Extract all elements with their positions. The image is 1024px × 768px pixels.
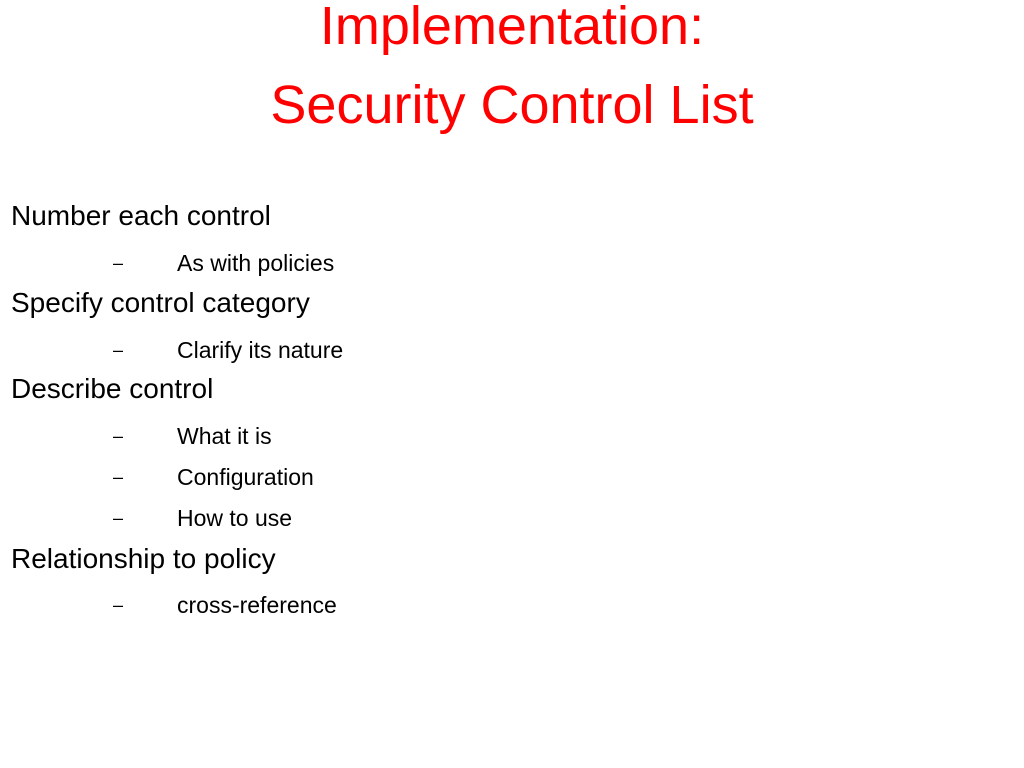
bullet-item: Number each control — [11, 200, 271, 231]
sub-bullet-item: Clarify its nature — [177, 337, 344, 363]
sub-bullet-item: How to use — [177, 505, 293, 531]
dash-marker: – — [113, 253, 124, 273]
title-line-1: Implementation: — [319, 0, 705, 56]
dash-marker: – — [113, 467, 124, 487]
dash-marker: – — [113, 508, 124, 528]
dash-marker: – — [113, 426, 124, 446]
dash-marker: – — [113, 340, 124, 360]
sub-bullet-item: Configuration — [177, 464, 314, 490]
sub-bullet-item: What it is — [177, 423, 272, 449]
bullet-item: Describe control — [11, 373, 214, 404]
bullet-item: Relationship to policy — [11, 543, 276, 574]
sub-bullet-item: As with policies — [177, 250, 335, 276]
sub-bullet-item: cross-reference — [177, 592, 337, 618]
dash-marker: – — [113, 595, 124, 615]
bullet-item: Specify control category — [11, 287, 310, 318]
title-line-2: Security Control List — [270, 75, 754, 135]
